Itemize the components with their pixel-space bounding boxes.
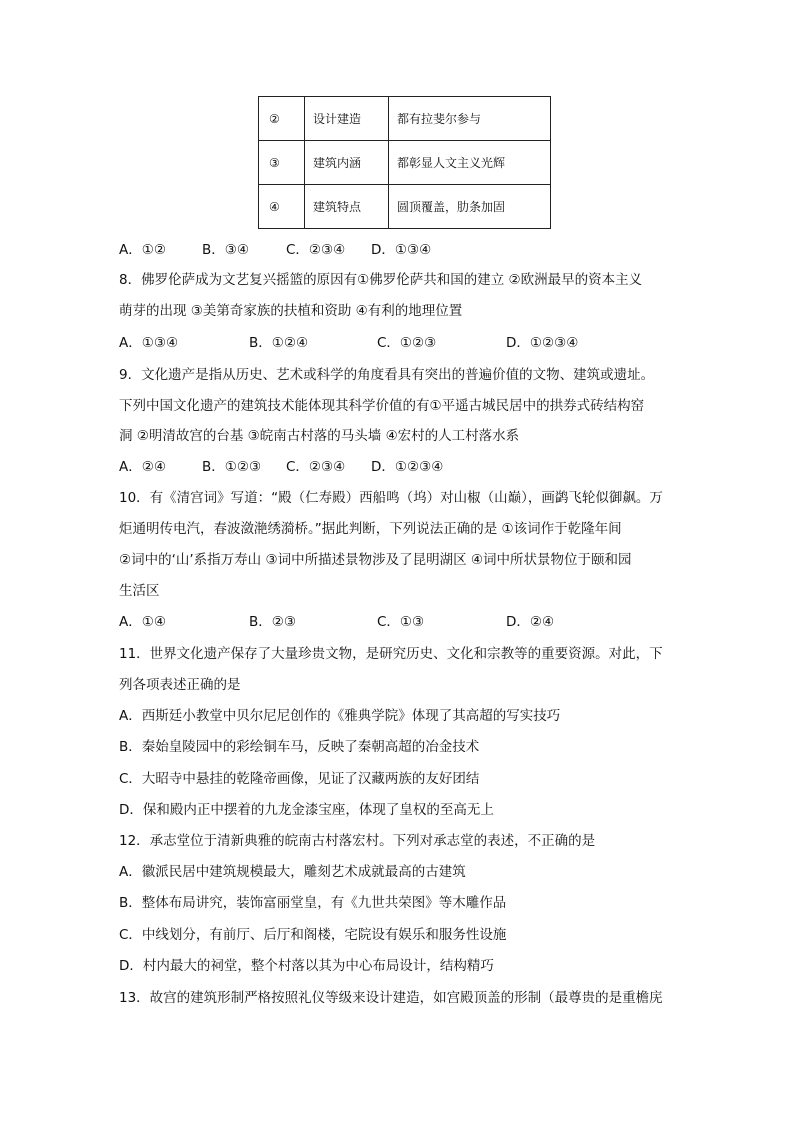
question-9-line: 下列中国文化遗产的建筑技术能体现其科学价值的有①平遥古城民居中的拱券式砖结构窑 (119, 398, 645, 414)
option-a: A．①③④ (119, 335, 179, 351)
question-8-line: 萌芽的出现 ③美第奇家族的扶植和资助 ④有利的地理位置 (119, 303, 463, 319)
q7-options (119, 241, 431, 259)
table-cell: 都彰显人文主义光辉 (389, 141, 551, 185)
question-13-line: 13．故宫的建筑形制严格按照礼仪等级来设计建造，如宫殿顶盖的形制（最尊贵的是重檐庑 (119, 990, 663, 1006)
option-a: A．徽派民居中建筑规模最大，雕刻艺术成就最高的古建筑 (119, 864, 466, 880)
option-c: C．中线划分，有前厅、后厅和阁楼，宅院设有娱乐和服务性设施 (119, 927, 507, 943)
option-b: B．③④ (202, 242, 249, 258)
option-c: C．①②③ (377, 335, 437, 351)
question-10-line: 炬通明传电汽，春波潋滟绣漪桥。”据此判断，下列说法正确的是 ①该词作于乾隆年间 (119, 521, 622, 537)
option-d: D．①②③④ (371, 459, 444, 475)
question-9-line: 洞 ②明清故宫的台基 ③皖南古村落的马头墙 ④宏村的人工村落水系 (119, 428, 520, 444)
question-8-line: 8．佛罗伦萨成为文艺复兴摇篮的原因有①佛罗伦萨共和国的建立 ②欧洲最早的资本主义 (119, 272, 643, 288)
option-d: D．②④ (506, 614, 555, 630)
table-cell: ④ (259, 185, 305, 229)
question-11-line: 11．世界文化遗产保存了大量珍贵文物，是研究历史、文化和宗教等的重要资源。对此，下 (119, 646, 663, 662)
option-d: D．村内最大的祠堂，整个村落以其为中心布局设计，结构精巧 (119, 958, 494, 974)
option-b: B．①②④ (249, 335, 309, 351)
question-10-line: 生活区 (119, 583, 160, 599)
question-9-line: 9．文化遗产是指从历史、艺术或科学的角度看具有突出的普遍价值的文物、建筑或遗址。 (119, 367, 655, 383)
table-cell: ② (259, 97, 305, 141)
option-c: C．②③④ (286, 459, 346, 475)
option-a: A．西斯廷小教堂中贝尔尼尼创作的《雅典学院》体现了其高超的写实技巧 (119, 708, 561, 724)
table-row (259, 185, 551, 229)
option-b: B．②③ (249, 614, 296, 630)
option-a: A．①④ (119, 614, 166, 630)
option-d: D．①②③④ (506, 335, 579, 351)
q9-options (119, 458, 443, 476)
option-a: A．①② (119, 242, 166, 258)
option-b: B．整体布局讲究，装饰富丽堂皇，有《九世共荣图》等木雕作品 (119, 895, 507, 911)
option-b: B．①②③ (202, 459, 262, 475)
option-c: C．②③④ (286, 242, 346, 258)
q10-options (119, 613, 554, 631)
options-table (258, 96, 551, 229)
option-b: B．秦始皇陵园中的彩绘铜车马，反映了秦朝高超的冶金技术 (119, 739, 480, 755)
option-a: A．②④ (119, 459, 166, 475)
table-cell: ③ (259, 141, 305, 185)
question-10-line: ②词中的‘山’系指万寿山 ③词中所描述景物涉及了昆明湖区 ④词中所状景物位于颐和园 (119, 552, 632, 568)
table-cell: 都有拉斐尔参与 (389, 97, 551, 141)
question-12-line: 12．承志堂位于清新典雅的皖南古村落宏村。下列对承志堂的表述，不正确的是 (119, 833, 596, 849)
option-c: C．大昭寺中悬挂的乾隆帝画像，见证了汉藏两族的友好团结 (119, 771, 480, 787)
q8-options (119, 334, 578, 352)
option-d: D．①③④ (371, 242, 432, 258)
table-row (259, 141, 551, 185)
table-cell: 建筑特点 (305, 185, 389, 229)
table-cell: 设计建造 (305, 97, 389, 141)
question-11-line: 列各项表述正确的是 (119, 677, 241, 693)
table-row (259, 97, 551, 141)
table-cell: 建筑内涵 (305, 141, 389, 185)
option-c: C．①③ (377, 614, 425, 630)
question-10-line: 10．有《清宫词》写道：“殿（仁寿殿）西船鸣（坞）对山椒（山巅），画鹢飞轮似御飙。万 (119, 490, 663, 506)
table-cell: 圆顶覆盖，肋条加固 (389, 185, 551, 229)
option-d: D．保和殿内正中摆着的九龙金漆宝座，体现了皇权的至高无上 (119, 802, 494, 818)
